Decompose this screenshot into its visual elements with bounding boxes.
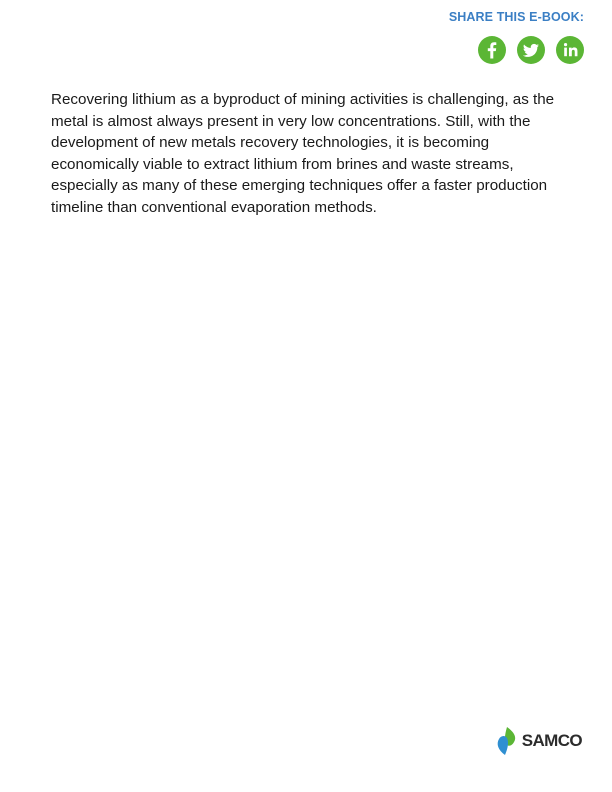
facebook-icon	[478, 36, 506, 64]
samco-logo-text: SAMCO	[521, 731, 582, 750]
facebook-share-button[interactable]	[478, 36, 506, 64]
body-paragraph: Recovering lithium as a byproduct of mining activities is challenging, as the metal is almost always present in very low concentrations. Still, with the development of new metals recovery technologies, it is becoming economically viable to extract lithium from brines and waste streams, especially as many of these emerging techniques offer a faster production timeline than conventional evaporation methods.	[51, 91, 555, 216]
twitter-icon	[517, 36, 545, 64]
share-icons	[478, 36, 584, 64]
linkedin-icon	[556, 36, 584, 64]
share-title: SHARE THIS E-BOOK:	[448, 10, 584, 24]
samco-logo	[495, 726, 582, 756]
twitter-share-button[interactable]	[517, 36, 545, 64]
linkedin-share-button[interactable]	[556, 36, 584, 64]
samco-logo-mark-icon	[495, 726, 519, 756]
